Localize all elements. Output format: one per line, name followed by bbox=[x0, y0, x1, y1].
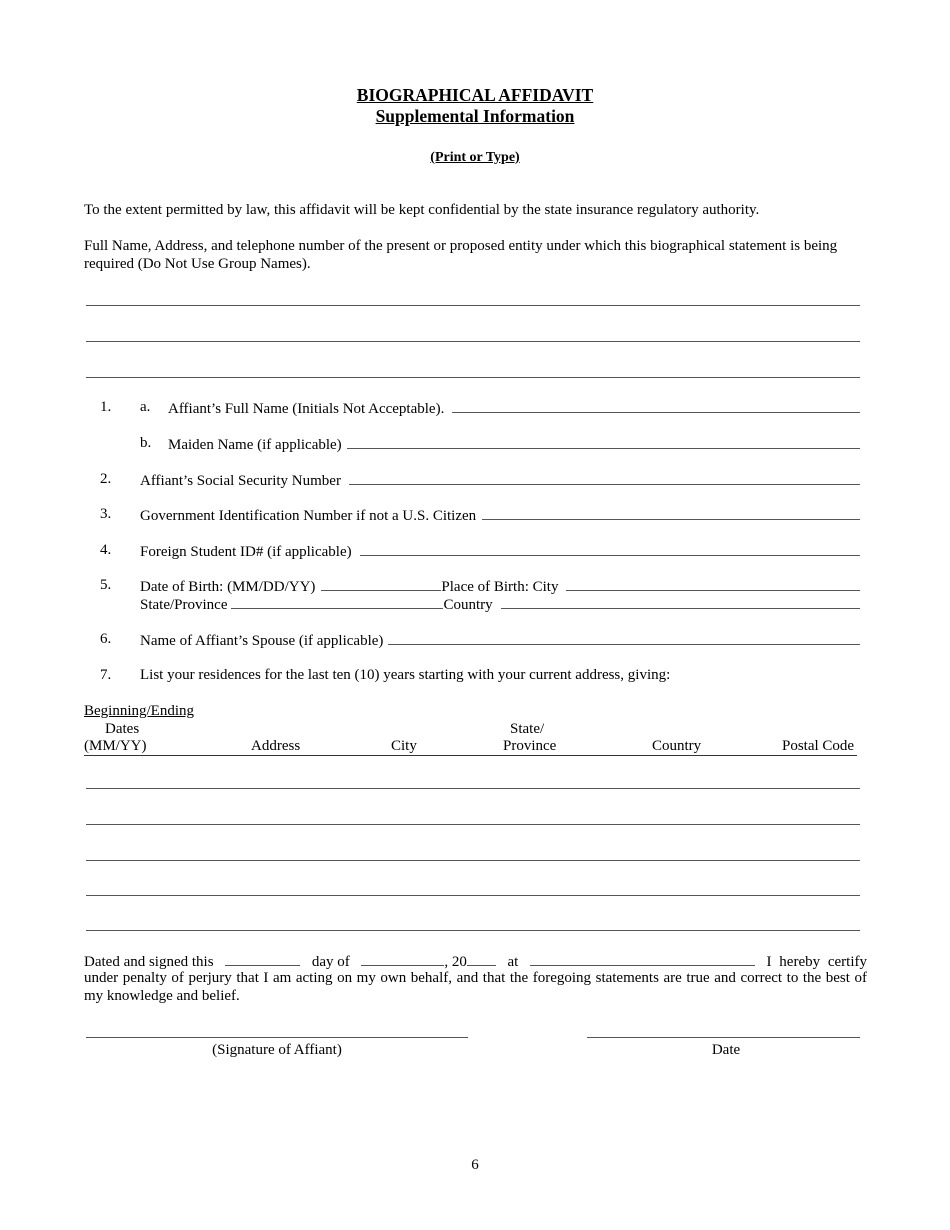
q4-row bbox=[140, 542, 860, 561]
document-subtitle: Supplemental Information bbox=[375, 106, 575, 126]
q6-row bbox=[140, 631, 860, 650]
entity-prompt: Full Name, Address, and telephone number of the present or proposed entity under which this biographical statement is being required (Do Not Use Group Names). bbox=[84, 238, 838, 272]
ssn-field[interactable] bbox=[349, 471, 860, 485]
entity-line-3[interactable] bbox=[86, 377, 860, 378]
col-address: Address bbox=[251, 738, 301, 754]
residence-row-1[interactable] bbox=[86, 788, 860, 789]
full-name-field[interactable] bbox=[452, 399, 860, 413]
spouse-name-field[interactable] bbox=[388, 631, 860, 645]
cert-certify: I hereby certify bbox=[766, 954, 867, 970]
pob-city-field[interactable] bbox=[566, 577, 860, 591]
q4-label: Foreign Student ID# (if applicable) bbox=[140, 544, 352, 560]
document-title: BIOGRAPHICAL AFFIDAVIT bbox=[356, 85, 594, 105]
q1a-letter: a. bbox=[140, 399, 151, 415]
residence-row-4[interactable] bbox=[86, 895, 860, 896]
col-state-line2: Province bbox=[503, 738, 557, 754]
q5-row-2 bbox=[140, 595, 860, 614]
month-year-group bbox=[361, 952, 496, 971]
col-country: Country bbox=[652, 738, 702, 754]
residence-row-3[interactable] bbox=[86, 860, 860, 861]
government-id-field[interactable] bbox=[482, 506, 860, 520]
certification-body: under penalty of perjury that I am acting on my own behalf, and that the foregoing statements are true and correct to the best of my knowledge and belief. bbox=[84, 970, 867, 1004]
q1a-label: Affiant’s Full Name (Initials Not Acceptable). bbox=[168, 401, 445, 417]
confidentiality-notice: To the extent permitted by law, this affidavit will be kept confidential by the state insurance regulatory authority. bbox=[84, 202, 760, 218]
q3-label: Government Identification Number if not a U.S. Citizen bbox=[140, 508, 477, 524]
residence-row-5[interactable] bbox=[86, 930, 860, 931]
signature-line[interactable] bbox=[86, 1037, 468, 1038]
dob-field[interactable] bbox=[321, 577, 441, 591]
q1b-row bbox=[168, 435, 860, 454]
foreign-student-id-field[interactable] bbox=[360, 542, 860, 556]
q2-number: 2. bbox=[100, 471, 112, 487]
col-postal-code: Postal Code bbox=[782, 738, 855, 754]
q2-row bbox=[140, 471, 860, 490]
q5-number: 5. bbox=[100, 577, 112, 593]
col-dates-line2: (MM/YY) bbox=[84, 738, 147, 754]
maiden-name-field[interactable] bbox=[347, 435, 860, 449]
residence-heading: Beginning/Ending bbox=[84, 703, 194, 719]
country-label: Country bbox=[443, 597, 493, 613]
q5-row-1 bbox=[140, 577, 860, 596]
q1-number: 1. bbox=[100, 399, 112, 415]
q6-number: 6. bbox=[100, 631, 112, 647]
residence-row-2[interactable] bbox=[86, 824, 860, 825]
month-field[interactable] bbox=[361, 952, 444, 966]
entity-line-2[interactable] bbox=[86, 341, 860, 342]
q3-row bbox=[140, 506, 860, 525]
q2-label: Affiant’s Social Security Number bbox=[140, 473, 341, 489]
cert-year-prefix: , 20 bbox=[444, 954, 467, 970]
print-instruction: (Print or Type) bbox=[430, 150, 520, 165]
q3-number: 3. bbox=[100, 506, 112, 522]
pob-city-label: Place of Birth: City bbox=[441, 579, 559, 595]
col-state-line1: State/ bbox=[510, 721, 545, 737]
residence-header-row bbox=[84, 738, 857, 756]
entity-line-1[interactable] bbox=[86, 305, 860, 306]
q7-label: List your residences for the last ten (10) years starting with your current address, giving: bbox=[140, 667, 671, 683]
country-field[interactable] bbox=[501, 595, 860, 609]
col-dates-line1: Dates bbox=[105, 721, 140, 737]
page-number: 6 bbox=[471, 1157, 479, 1173]
q1b-letter: b. bbox=[140, 435, 152, 451]
state-province-label: State/Province bbox=[140, 597, 228, 613]
dob-label: Date of Birth: (MM/DD/YY) bbox=[140, 579, 316, 595]
day-field[interactable] bbox=[225, 952, 300, 966]
certification-line bbox=[84, 952, 867, 971]
cert-prefix: Dated and signed this bbox=[84, 954, 214, 970]
date-label: Date bbox=[711, 1042, 741, 1058]
q1a-row bbox=[168, 399, 860, 418]
date-line[interactable] bbox=[587, 1037, 860, 1038]
signature-label: (Signature of Affiant) bbox=[212, 1042, 342, 1058]
q6-label: Name of Affiant’s Spouse (if applicable) bbox=[140, 633, 384, 649]
cert-day-of: day of bbox=[311, 954, 350, 970]
cert-at: at bbox=[507, 954, 519, 970]
year-field[interactable] bbox=[467, 952, 496, 966]
state-province-field[interactable] bbox=[231, 595, 443, 609]
q4-number: 4. bbox=[100, 542, 112, 558]
q7-number: 7. bbox=[100, 667, 112, 683]
place-field[interactable] bbox=[530, 952, 755, 966]
col-city: City bbox=[391, 738, 417, 754]
q1b-label: Maiden Name (if applicable) bbox=[168, 437, 342, 453]
